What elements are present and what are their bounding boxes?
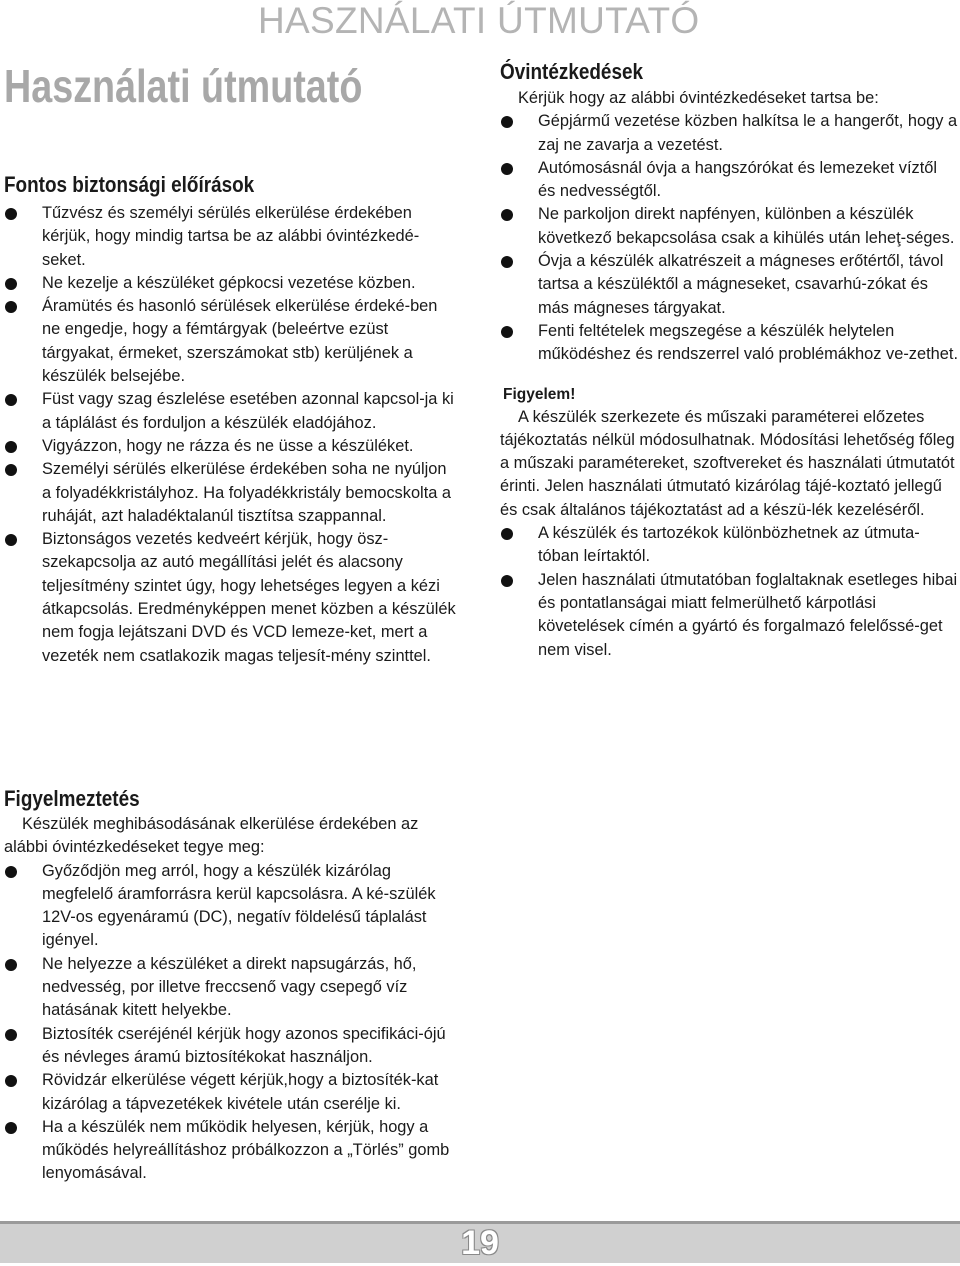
list-item [500,203,958,250]
list-item-text: Jelen használati útmutatóban foglaltaknak esetleges hibai és pontatlanságai miatt felmerülhető kárpotlási követelések címén a gyártó és forgalmazó felelőssé-get nem visel. [538,570,958,659]
list-item-text: Vigyázzon, hogy ne rázza és ne üsse a készüléket. [42,436,414,455]
list-item-text: Személyi sérülés elkerülése érdekében soha ne nyúljon a folyadékkristályhoz. Ha folyadékkristály bemocskolta a ruháját, azt haladéktalanúl tisztítsa szappannal. [42,460,452,525]
page-header-title: HASZNÁLATI ÚTMUTATÓ [258,0,700,41]
list-item [500,320,958,367]
list-item-text: Autómosásnál óvja a hangszórókat és lemezeket víztől és nedvességtől. [538,158,938,201]
list-item-text: Gépjármű vezetése közben halkítsa le a hangerőt, hogy a zaj ne zavarja a vezetést. [538,112,958,154]
list-item [4,1023,462,1070]
page-number: 19 [461,1224,499,1262]
list-item-text: A készülék és tartozékok különbözhetnek az útmuta-tóban leírtaktól. [538,524,920,566]
safety-section [4,172,456,668]
bullet-icon [5,441,17,453]
precautions-list [500,110,958,366]
bullet-icon [501,256,513,268]
list-item [500,569,958,662]
list-item [4,435,456,458]
list-item [4,1069,462,1116]
list-item-text: Biztonságos vezetés kedveért kérjük, hogy ösz-szekapcsolja az autó megállítási jelét és alacsony teljesítmény szintet úgy, hogy lehetséges legyen a kézi átkapcsolás. Eredményképpen menet közben a készülék nem fogja lejátszani DVD és VCD lemeze-ket, mert a vezeték nem csatlakozik magas teljesít-mény szinttel. [42,530,456,665]
warning-list [4,860,462,1186]
list-item [4,860,462,953]
bullet-icon [5,1075,17,1087]
list-item-text: Füst vagy szag észlelése esetében azonnal kapcsol-ja ki a táplálást és forduljon a készülék eladójához. [42,390,454,432]
attention-paragraph: A készülék szerkezete és műszaki paraméterei előzetes tájékoztatás nélkül módosulhatnak. Módosítási lehetőség főleg a műszaki paramétereket, szoftvereket és használati útmutatót érinti. Jelen használati útmutató kizárólag tájé-koztató jellegű és csak általános tájékoztatást ad a készü-lék kezeléséről. [500,407,955,519]
warning-section [4,786,462,1186]
warning-intro: Készülék meghibásodásának elkerülése érdekében az alábbi óvintézkedéseket tegye meg: [4,815,419,857]
main-title: Használati útmutató [4,60,363,112]
list-item [4,458,456,528]
warning-title: Figyelmeztetés [4,786,140,811]
list-item-text: Ne kezelje a készüléket gépkocsi vezetése közben. [42,273,416,292]
list-item-text: Biztosíték cseréjénél kérjük hogy azonos specifikáci-ójú és névleges áramú biztosítékokat használjon. [42,1024,446,1066]
list-item [4,528,456,668]
list-item [4,295,456,388]
safety-title: Fontos biztonsági előírások [4,172,255,197]
list-item-text: Győződjön meg arról, hogy a készülék kizárólag megfelelő áramforrásra kerül kapcsolásra. A ké-szülék 12V-os egyenáramú (DC), negatív földelésű táplalást igényel. [42,861,436,950]
bullet-icon [501,163,513,175]
bullet-icon [501,575,513,587]
list-item [500,110,958,157]
precautions-title: Óvintézkedések [500,59,644,84]
list-item-text: Tűzvész és személyi sérülés elkerülése érdekében kérjük, hogy mindig tartsa be az alábbi óvintézkedé-seket. [42,204,420,269]
bullet-icon [5,959,17,971]
attention-title: Figyelem! [503,385,576,403]
bullet-icon [501,528,513,540]
attention-list [500,522,958,662]
list-item-text: Ha a készülék nem működik helyesen, kérjük, hogy a működés helyreállításhoz próbálkozzon a „Törlés” gomb lenyomásával. [42,1117,450,1183]
list-item-text: Áramütés és hasonló sérülések elkerülése érdeké-ben ne engedje, hogy a fémtárgyak (beleértve ezüst tárgyakat, érmeket, szerszámokat stb) kerüljének a készülék belsejébe. [42,297,438,386]
list-item [4,202,456,272]
list-item [500,522,958,569]
bullet-icon [5,278,17,290]
bullet-icon [5,301,17,313]
bullet-icon [5,866,17,878]
list-item [500,250,958,320]
bullet-icon [5,208,17,220]
list-item-text: Óvja a készülék alkatrészeit a mágneses erőtértől, távol tartsa a készüléktől a mágneseket, csavarhú-zókat és más mágneses tárgyakat. [538,252,944,317]
bullet-icon [501,209,513,221]
list-item-text: Fenti feltételek megszegése a készülék helytelen működéshez és rendszerrel való problémákhoz ve-zethet. [538,321,958,364]
list-item-text: Ne helyezze a készüléket a direkt napsugárzás, hő, nedvesség, por illetve freccsenő vagy csepegő víz hatásának kitett helyekbe. [42,954,417,1020]
bullet-icon [5,394,17,406]
list-item-text: Rövidzár elkerülése végett kérjük,hogy a biztosíték-kat kizárólag a tápvezetékek kivétele után cserélje ki. [42,1071,439,1113]
bullet-icon [5,1029,17,1041]
precautions-section [500,59,958,662]
list-item [4,1116,462,1186]
list-item [4,953,462,1023]
bullet-icon [5,534,17,546]
safety-list [4,202,456,668]
list-item [4,388,456,435]
list-item [500,157,958,204]
bullet-icon [501,326,513,338]
list-item [4,272,456,295]
bullet-icon [5,1122,17,1134]
bullet-icon [501,116,513,128]
bullet-icon [5,464,17,476]
precautions-intro: Kérjük hogy az alábbi óvintézkedéseket tartsa be: [518,89,879,107]
list-item-text: Ne parkoljon direkt napfényen, különben a készülék következő bekapcsolása csak a kihülés után leheţ-séges. [538,205,955,247]
